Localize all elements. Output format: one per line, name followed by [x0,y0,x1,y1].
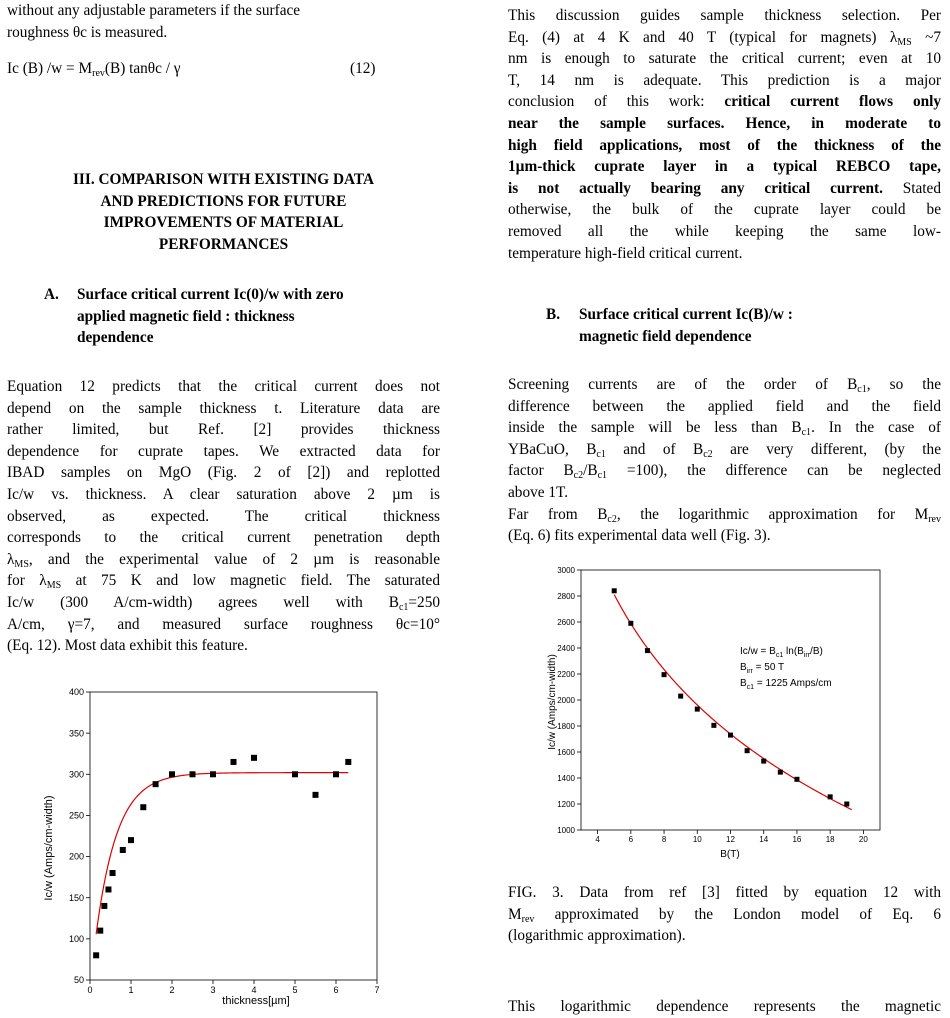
data-point [728,733,733,738]
data-point [794,777,799,782]
paragraph-line [508,27,941,49]
x-tick-label: 12 [726,835,735,844]
equation-number: (12) [350,60,376,77]
paragraph-line: IBAD samples on MgO (Fig. 2 of [2]) and replotted [7,464,440,482]
y-tick-label: 50 [73,975,84,986]
data-point [333,771,339,777]
data-point [231,759,237,765]
mrev-sub: rev [928,513,941,525]
subsection-a-line: Surface critical current Ic(0)/w with zero [77,286,344,303]
equation-rhs: (B) tanθc / γ [104,60,181,77]
x-tick-label: 4 [251,985,257,995]
subsection-a-label: A. [44,286,59,303]
fit-curve [614,595,852,810]
paragraph-line [508,504,941,526]
paragraph-text: factor B [508,462,574,480]
paragraph-line: high field applications, most of the thickness of the [508,136,941,154]
x-tick-label: 8 [661,835,667,844]
data-point [745,748,750,753]
paragraph-line: Ic/w vs. thickness. A clear saturation above 2 µm is [7,485,440,503]
data-point [761,759,766,764]
cutoff-text-line: This logarithmic dependence represents the magnetic [508,998,941,1015]
data-point [101,903,107,909]
paragraph-text: at 75 K and low magnetic field. The saturated [61,572,440,590]
data-point [153,781,159,787]
data-point [120,847,126,853]
section-heading-line: AND PREDICTIONS FOR FUTURE [100,192,347,210]
data-point [612,588,617,593]
x-tick-label: 4 [595,835,600,844]
paragraph-line: T, 14 nm is adequate. This prediction is a major [508,71,941,89]
paragraph-text: =100), the difference can be neglected [607,462,941,480]
paragraph-line: removed all the while keeping the same low- [508,222,941,240]
paragraph-line: corresponds to the critical current penetration depth [7,529,440,547]
paragraph-line: above 1T. [508,483,569,501]
paragraph-line [7,549,440,571]
data-point [251,755,257,761]
data-point [93,952,99,958]
x-tick-label: 16 [792,835,802,844]
paragraph-text: conclusion of this work: [508,93,725,111]
section-heading-line: IMPROVEMENTS OF MATERIAL [103,214,344,232]
data-points [612,588,850,806]
paragraph-line: (Eq. 6) fits experimental data well (Fig. 3). [508,527,771,545]
paragraph-line: temperature high-field critical current. [508,244,743,262]
data-point [678,694,683,699]
data-point [169,771,175,777]
data-point [105,886,111,892]
subsection-b-label: B. [546,306,561,323]
caption-line: FIG. 3. Data from ref [3] fitted by equation 12 with [508,884,941,901]
paragraph-text: =250 [408,593,440,611]
paragraph-text: are very different, (by the [712,440,941,458]
intro-line-2: roughness θc is measured. [7,23,168,41]
lambda-sub: MS [897,36,912,48]
y-tick-label: 1000 [557,825,575,835]
bc2-sub: c2 [607,513,617,525]
y-tick-label: 2800 [557,591,575,601]
section-heading-line: III. COMPARISON WITH EXISTING DATA [72,171,375,188]
y-tick-label: 1800 [557,721,575,731]
x-tick-label: 6 [333,985,339,995]
x-tick-label: 18 [825,835,835,844]
paragraph-text: Ic/w (300 A/cm-width) agrees well with B [7,593,399,611]
lambda-sub: MS [46,580,62,592]
y-tick-label: 250 [68,810,84,821]
fit-curve [96,773,348,935]
y-tick-label: 300 [68,769,84,780]
plot-frame [90,692,377,980]
paragraph-line: This discussion guides sample thickness selection. Per [508,7,941,24]
data-point [695,707,700,712]
bc1-sub: c1 [857,384,867,395]
data-point [97,928,103,934]
intro-line-1: without any adjustable parameters if the surface [7,2,301,19]
y-tick-label: 2400 [557,643,575,653]
data-point [210,771,216,777]
paragraph-text: , the logarithmic approximation for M [616,505,929,523]
field-dependence-chart [535,560,895,865]
paragraph-text: inside the sample will be less than B [508,419,802,437]
paragraph-line [508,178,941,200]
paragraph-line [508,439,941,461]
data-point [128,837,134,843]
lambda-sub: MS [14,558,29,570]
data-point [645,648,650,653]
paragraph-line [7,592,440,614]
y-tick-label: 1600 [557,747,575,757]
equation-sub: rev [92,68,105,79]
subsection-b-heading [543,304,941,347]
bold-text: critical current flows only [724,93,941,111]
data-point [313,792,319,798]
y-tick-label: 3000 [557,565,575,575]
section-heading-line: PERFORMANCES [158,235,289,253]
bc1-sub: c1 [597,470,608,482]
y-tick-label: 1400 [557,773,575,783]
x-tick-label: 3 [210,985,216,995]
subsection-a-line: applied magnetic field : thickness [77,307,295,325]
y-tick-label: 2000 [557,695,575,705]
paragraph-text: /B [583,462,598,480]
data-point [345,759,351,765]
equation-12 [7,58,440,80]
paragraph-line: nm is enough to saturate the critical current; even at 10 [508,50,941,68]
bc1-sub: c1 [398,601,409,613]
caption-line: (logarithmic approximation). [508,927,686,945]
equation-lhs: Ic (B) /w = M [7,60,93,77]
chart-ticks [557,566,868,844]
paragraph-line [508,91,941,113]
paragraph-text: , and the experimental value of 2 µm is reasonable [28,550,440,568]
data-point [844,802,849,807]
paragraph-line: Equation 12 predicts that the critical current does not [7,378,440,395]
mrev-sub: rev [521,913,535,925]
paragraph-line: depend on the sample thickness t. Literature data are [7,399,440,417]
legend-line-2: $B_{irr} = 50$ T [740,662,785,675]
paragraph-text: Stated [882,179,941,197]
data-point [190,771,196,777]
paragraph-line: 1µm-thick cuprate layer in a typical REBCO tape, [508,158,941,176]
chart-legend [740,646,832,691]
paragraph-line: dependence for cuprate tapes. We extracted data for [7,442,440,460]
paragraph-text: Far from B [508,505,608,523]
bc1-sub: c1 [801,427,812,439]
x-tick-label: 14 [759,835,769,844]
caption-text: approximated by the London model of Eq. 6 [534,905,941,923]
paragraph-line: observed, as expected. The critical thickness [7,507,440,525]
legend-line-3: $B_{c1} = 1225$ Amps/cm [740,678,832,691]
paragraph-line: difference between the applied field and the field [508,397,941,415]
data-point [662,672,667,677]
figure-3-caption [508,882,941,947]
paragraph-line [508,460,941,482]
x-axis-label: B(T) [720,849,740,860]
bc2-sub: c2 [573,470,584,482]
paragraph-text: Eq. (4) at 4 K and 40 T (typical for magnets) λ [508,28,898,46]
x-tick-label: 10 [692,835,702,844]
section-heading [7,169,440,255]
x-axis-label: thickness[µm] [222,995,290,1007]
y-tick-label: 350 [68,728,84,739]
paragraph-text: Screening currents are of the order of B [508,376,858,393]
x-tick-label: 0 [87,985,93,995]
y-tick-label: 2200 [557,669,575,679]
paragraph-text: YBaCuO, B [508,440,597,458]
bold-text: is not actually bearing any critical current. [508,179,883,197]
paragraph-thickness [7,376,440,657]
y-tick-label: 200 [68,851,84,862]
paragraph-text: , so the [866,376,941,393]
y-tick-label: 100 [68,934,84,945]
x-tick-label: 1 [128,985,134,995]
caption-text: M [508,905,522,923]
y-axis-label: Ic/w (Amps/cm-width) [547,654,558,750]
data-point [778,770,783,775]
x-tick-label: 2 [169,985,175,995]
legend-line-1: $Ic/w = B_{c1}$ $\ln(B_{irr}/B)$ [740,646,823,659]
data-points [93,755,351,958]
bc1-sub: c1 [596,448,606,460]
chart-axes [90,692,377,980]
paragraph-line: rather limited, but Ref. [2] provides thickness [7,421,440,439]
data-point [828,794,833,799]
paragraph-line: otherwise, the bulk of the cuprate layer could be [508,201,941,219]
y-tick-label: 150 [68,892,84,903]
thickness-chart [30,686,410,1010]
plot-frame [581,570,880,830]
y-tick-label: 1200 [557,799,575,809]
paragraph-line: (Eq. 12). Most data exhibit this feature. [7,637,248,655]
x-tick-label: 6 [628,835,634,844]
chart-axes [581,570,880,830]
caption-line [508,904,941,926]
x-tick-label: 5 [292,985,298,995]
subsection-b-line: magnetic field dependence [579,327,752,345]
bc2-sub: c2 [703,448,713,460]
y-tick-label: 2600 [557,617,575,627]
paragraph-line: A/cm, γ=7, and measured surface roughness θc=10° [7,615,440,633]
paragraph-thickness-selection [508,5,941,264]
y-axis-label: Ic/w (Amps/cm-width) [43,795,55,901]
paragraph-line [508,417,941,439]
paragraph-text: ~7 [911,28,941,46]
subsection-a-line: dependence [77,329,154,347]
paragraph-field-dependence [508,374,941,547]
data-point [140,804,146,810]
subsection-b-line: Surface critical current Ic(B)/w : [579,306,793,323]
y-tick-label: 400 [68,687,84,698]
data-point [292,771,298,777]
x-tick-label: 20 [858,835,868,844]
chart-ticks [69,687,380,995]
lambda-text: λ [7,550,15,568]
subsection-a-heading [41,284,440,349]
paragraph-text: . In the case of [811,419,941,437]
data-point [628,621,633,626]
paragraph-line: near the sample surfaces. Hence, in moderate to [508,114,941,132]
data-point [711,723,716,728]
paragraph-text: for λ [7,572,47,590]
paragraph-text: and of B [605,440,704,458]
paragraph-line [508,374,941,396]
data-point [110,870,116,876]
x-tick-label: 7 [374,985,380,995]
paragraph-line [7,570,440,592]
